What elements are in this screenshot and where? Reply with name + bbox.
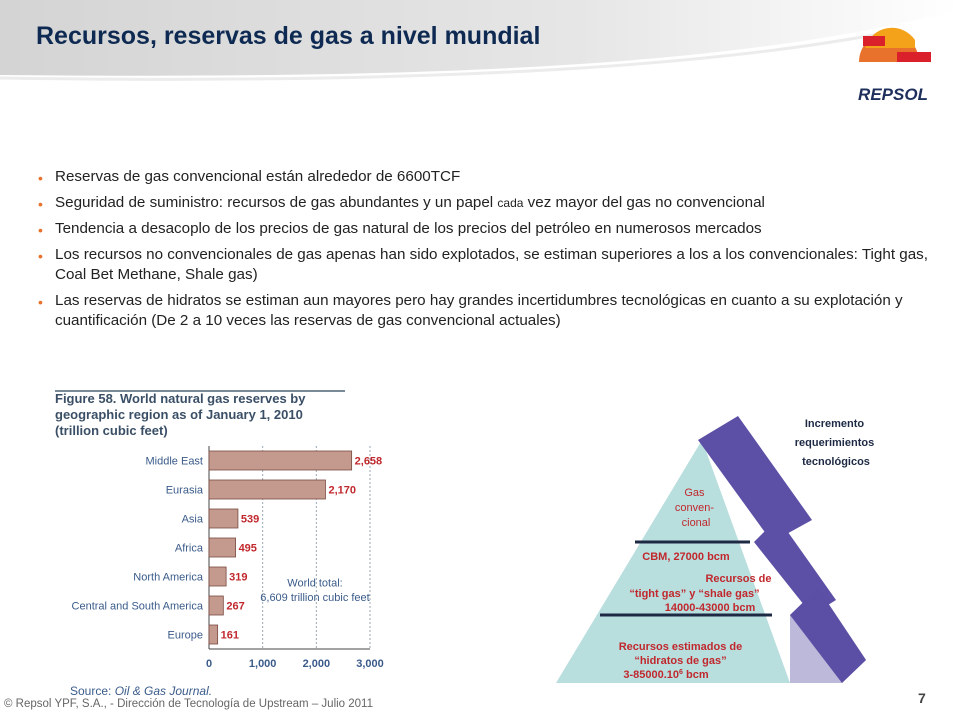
hydrates-label: Recursos estimados de “hidratos de gas” 3-85000.10$^6$ bcm <box>618 641 743 681</box>
x-tick-label: 2,000 <box>302 658 331 670</box>
figure-title <box>55 391 305 439</box>
bullet-item <box>38 219 938 239</box>
category-label: North America <box>133 571 203 584</box>
arrow-label: Incremento requerimientos tecnológicos <box>794 418 875 468</box>
figure-source <box>70 684 212 698</box>
source-label: Source: <box>70 684 115 698</box>
bullet-item <box>38 167 938 187</box>
bullet-list <box>38 167 938 337</box>
page-title: Recursos, reservas de gas a nivel mundial <box>36 22 541 50</box>
bar <box>209 567 226 586</box>
bar <box>209 509 238 528</box>
bullet-text: Tendencia a desacoplo de los precios de gas natural de los precios del petróleo en numerosos mercados <box>55 220 762 237</box>
category-label: Asia <box>181 513 203 526</box>
resource-pyramid <box>550 410 910 690</box>
bullet-icon: • <box>38 196 43 212</box>
bullet-text: vez mayor del gas no convencional <box>523 194 765 211</box>
value-label: 495 <box>238 542 257 555</box>
bullet-text: Las reservas de hidratos se estiman aun mayores pero hay grandes incertidumbres tecnológicas en cuanto a su explotación y cuantificación (De 2 a 10 veces las reservas de gas convencional actuales) <box>55 292 903 329</box>
bullet-text-small: cada <box>497 196 524 210</box>
category-label: Middle East <box>145 455 203 468</box>
bullet-item <box>38 245 938 285</box>
category-label: Europe <box>167 629 203 642</box>
value-label: 319 <box>229 571 248 584</box>
logo-text: REPSOL <box>858 85 928 104</box>
figure-title-line: geographic region as of January 1, 2010 <box>55 407 303 422</box>
category-label: Africa <box>174 542 203 555</box>
bullet-icon: • <box>38 170 43 186</box>
bullet-item <box>38 291 938 331</box>
figure-title-line: Figure 58. World natural gas reserves by <box>55 391 306 406</box>
value-label: 267 <box>226 600 245 613</box>
bar <box>209 596 223 615</box>
bar <box>209 480 325 499</box>
value-label: 539 <box>240 513 260 526</box>
bar <box>209 625 218 644</box>
bullet-item <box>38 193 938 213</box>
x-tick-label: 0 <box>205 658 213 670</box>
value-label: 161 <box>220 629 239 642</box>
annotation-line: World total: <box>287 577 343 590</box>
x-tick-label: 3,000 <box>356 658 384 670</box>
repsol-logo <box>845 18 941 108</box>
cbm-label: CBM, 27000 bcm <box>642 551 730 563</box>
bullet-text: Seguridad de suministro: recursos de gas abundantes y un papel <box>55 194 498 211</box>
figure-title-line: (trillion cubic feet) <box>55 423 168 438</box>
annotation-line: 6,609 trillion cubic feet <box>260 591 370 604</box>
bullet-icon: • <box>38 294 43 310</box>
page-number: 7 <box>918 690 926 706</box>
source-journal: Oil & Gas Journal. <box>114 684 213 698</box>
bar <box>209 538 236 557</box>
reserves-bar-chart <box>52 438 392 696</box>
category-label: Eurasia <box>165 484 203 497</box>
tight-shale-gas-label: Recursos de “tight gas” y “shale gas” 14000-43000 bcm <box>629 573 772 614</box>
bullet-text: Reservas de gas convencional están alrededor de 6600TCF <box>55 168 461 185</box>
conventional-gas-label: Gas conven- cional <box>674 487 715 529</box>
bullet-icon: • <box>38 222 43 238</box>
footer-copyright: © Repsol YPF, S.A., - Dirección de Tecnología de Upstream – Julio 2011 <box>4 698 373 710</box>
value-label: 2,658 <box>354 455 383 468</box>
category-label: Central and South America <box>71 600 203 613</box>
bar <box>209 451 352 470</box>
x-tick-label: 1,000 <box>248 658 277 670</box>
bullet-text: Los recursos no convencionales de gas apenas han sido explotados, se estiman superiores a los a los convencionales: Tight gas, Coal Bet Methane, Shale gas) <box>55 246 928 283</box>
bullet-icon: • <box>38 248 43 264</box>
value-label: 2,170 <box>328 484 356 497</box>
